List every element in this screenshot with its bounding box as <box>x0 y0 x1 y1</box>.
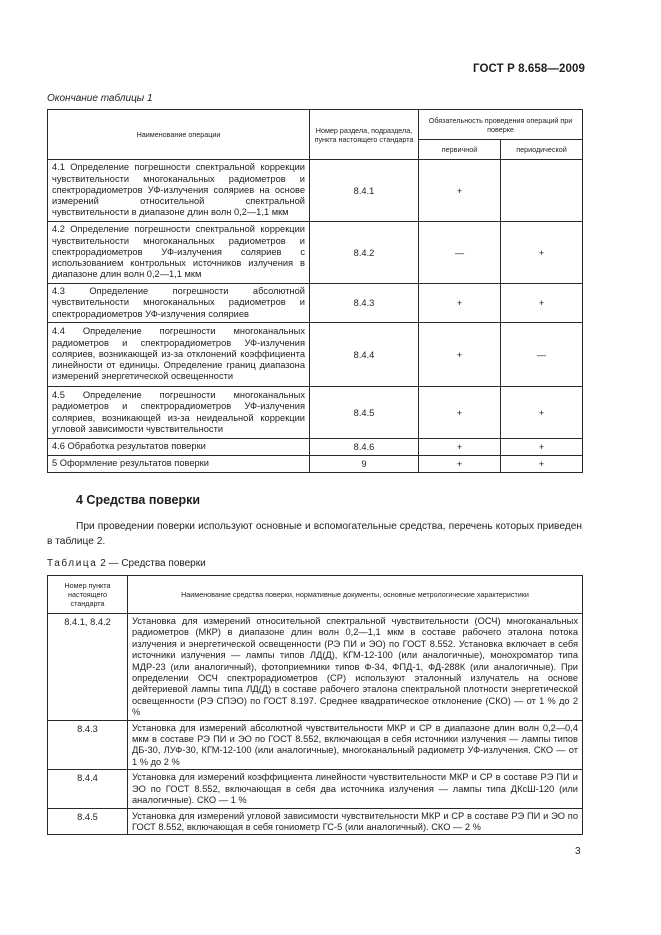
primary-mark: + <box>419 160 501 222</box>
table-row <box>48 614 583 721</box>
operation-name: 5 Оформление результатов поверки <box>48 456 310 473</box>
operation-name: 4.6 Обработка результатов поверки <box>48 439 310 456</box>
section-number: 8.4.5 <box>310 387 419 439</box>
section-number: 8.4.3 <box>310 284 419 323</box>
primary-mark: + <box>419 323 501 387</box>
periodic-mark: + <box>501 222 583 284</box>
table2-caption <box>47 558 206 569</box>
means-description: Установка для измерений угловой зависимости чувствительности МКР и СР в составе РЭ ПИ и ЭО по ГОСТ 8.552, включающая в себя гониометр ГС-5 (или аналогичный). СКО — 2 % <box>128 808 583 835</box>
section-number: 8.4.6 <box>310 439 419 456</box>
header-section-number: Номер раздела, подраздела, пункта настоящего стандарта <box>310 110 419 160</box>
header-primary: первичной <box>419 140 501 160</box>
item-number: 8.4.3 <box>48 720 128 770</box>
means-description: Установка для измерений относительной спектральной чувствительности (ОСЧ) многоканальных радиометров (МКР) в диапазоне длин волн 0,2—1,1 мкм в составе рабочего эталона потока излучения и энергетической освещенности (РЭ ПИ и ЭО) по ГОСТ 8.552. Установка включает в себя источники излучения — лампы типов ЛД(Д), КГМ-12-100 (или аналогичные), монохроматор типа МДР-23 (или аналогичный), фотоприемники типов Ф-34, ФПД-1, ФД-288К (или аналогичные). При определении ОСЧ спектрорадиометров (СР) используют эталонный излучатель на основе дейтериевой лампы типа ЛД(Д) в составе рабочего эталона спектральной плотности энергетической освещенности (РЭ СПЭО) по ГОСТ 8.197. Среднее квадратическое отклонение (СКО) — от 1 % до 2 % <box>128 614 583 721</box>
table-row <box>48 720 583 770</box>
periodic-mark: — <box>501 323 583 387</box>
section-number: 8.4.2 <box>310 222 419 284</box>
header-operation: Наименование операции <box>48 110 310 160</box>
table1-caption: Окончание таблицы 1 <box>47 93 153 104</box>
primary-mark: — <box>419 222 501 284</box>
periodic-mark: + <box>501 387 583 439</box>
table2-caption-title: 2 — Средства поверки <box>97 558 206 569</box>
table-row <box>48 323 583 387</box>
document-code: ГОСТ Р 8.658—2009 <box>473 63 585 75</box>
header-periodic: периодической <box>501 140 583 160</box>
table-row <box>48 770 583 808</box>
item-number: 8.4.5 <box>48 808 128 835</box>
section-number: 8.4.1 <box>310 160 419 222</box>
header-description: Наименование средства поверки, нормативные документы, основные метрологические характеристики <box>128 576 583 614</box>
periodic-mark <box>501 160 583 222</box>
header-obligation: Обязательность проведения операций при поверке <box>419 110 583 140</box>
means-description: Установка для измерений коэффициента линейности чувствительности МКР и СР в составе РЭ ПИ и ЭО по ГОСТ 8.552, включающая в себя два источника излучения — лампы типа ДКсШ-120 (или аналогичные). СКО — 1 % <box>128 770 583 808</box>
primary-mark: + <box>419 439 501 456</box>
operation-name: 4.2 Определение погрешности спектральной коррекции чувствительности многоканальных радиометров и спектрорадиометров УФ-излучения соляриев с использованием контрольных источников излучения в диапазоне длин волн 0,2—1,1 мкм <box>48 222 310 284</box>
table-row <box>48 222 583 284</box>
verification-means-table <box>47 575 583 835</box>
table-row <box>48 284 583 323</box>
item-number: 8.4.1, 8.4.2 <box>48 614 128 721</box>
primary-mark: + <box>419 456 501 473</box>
table-row <box>48 439 583 456</box>
operation-name: 4.3 Определение погрешности абсолютной чувствительности многоканальных радиометров и спектрорадиометров УФ-излучения соляриев <box>48 284 310 323</box>
section-title: 4 Средства поверки <box>76 493 201 507</box>
operation-name: 4.1 Определение погрешности спектральной коррекции чувствительности многоканальных радиометров и спектрорадиометров УФ-излучения соляриев на основе измерений относительной спектральной чувствительности в диапазоне длин волн 0,2—1,1 мкм <box>48 160 310 222</box>
periodic-mark: + <box>501 439 583 456</box>
primary-mark: + <box>419 284 501 323</box>
operation-name: 4.4 Определение погрешности многоканальных радиометров и спектрорадиометров УФ-излучения соляриев, возникающей из-за отклонений коэффициента линейности от единицы. Определение границ диапазона измерений энергетической освещенности <box>48 323 310 387</box>
operation-name: 4.5 Определение погрешности многоканальных радиометров и спектрорадиометров УФ-излучения соляриев, возникающей из-за неидеальной коррекции угловой зависимости чувствительности <box>48 387 310 439</box>
page-number: 3 <box>575 846 581 857</box>
table2-caption-label: Таблица <box>47 558 98 569</box>
header-item-number: Номер пункта настоящего стандарта <box>48 576 128 614</box>
periodic-mark: + <box>501 284 583 323</box>
section-number: 9 <box>310 456 419 473</box>
table-row <box>48 808 583 835</box>
table-row <box>48 456 583 473</box>
periodic-mark: + <box>501 456 583 473</box>
operations-table <box>47 109 583 473</box>
section-paragraph: При проведении поверки используют основные и вспомогательные средства, перечень которых приведен в таблице 2. <box>47 521 582 547</box>
means-description: Установка для измерений абсолютной чувствительности МКР и СР в диапазоне длин волн 0,2—0,4 мкм в составе РЭ ПИ и ЭО по ГОСТ 8.552, включающая в себя источники излучения — лампы типов ДБ-30, ЛУФ-30, КГМ-12-100 (или аналогичные), многоканальный радиометр УФ-излучения. СКО — от 1 % до 2 % <box>128 720 583 770</box>
table-row <box>48 387 583 439</box>
table-row <box>48 160 583 222</box>
section-number: 8.4.4 <box>310 323 419 387</box>
primary-mark: + <box>419 387 501 439</box>
item-number: 8.4.4 <box>48 770 128 808</box>
